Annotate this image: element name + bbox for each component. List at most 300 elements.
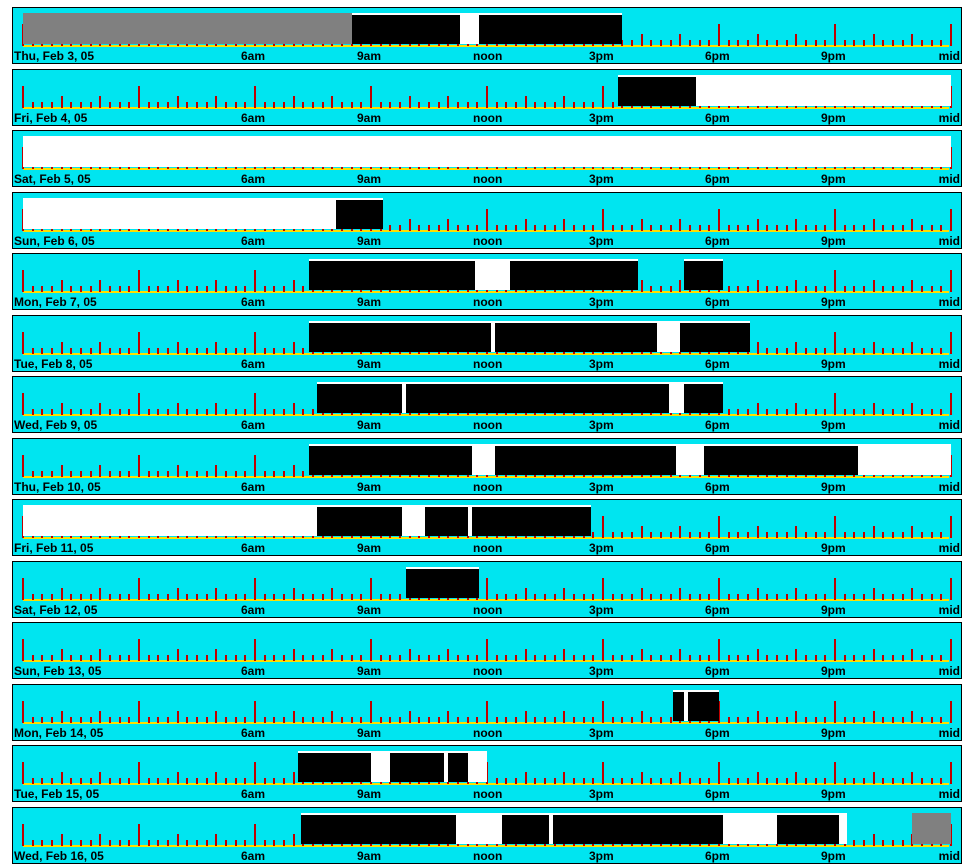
time-tick	[882, 286, 884, 292]
free-block[interactable]	[23, 136, 951, 167]
time-tick	[766, 717, 768, 723]
time-tick	[902, 286, 904, 292]
time-tick	[196, 655, 198, 661]
time-tick	[747, 225, 749, 231]
busy-block[interactable]	[704, 444, 859, 475]
time-tick	[534, 594, 536, 600]
time-tick	[544, 594, 546, 600]
time-label: 9am	[357, 357, 382, 371]
time-tick	[515, 225, 517, 231]
busy-block[interactable]	[352, 13, 460, 44]
busy-block[interactable]	[479, 13, 622, 44]
time-tick	[312, 102, 314, 108]
time-tick	[844, 655, 846, 661]
time-tick	[283, 102, 285, 108]
time-tick	[264, 840, 266, 846]
time-tick	[892, 348, 894, 354]
time-tick	[351, 717, 353, 723]
time-tick	[138, 701, 140, 723]
time-tick	[621, 225, 623, 231]
time-tick	[438, 655, 440, 661]
time-tick	[776, 594, 778, 600]
time-tick	[902, 532, 904, 538]
time-tick	[853, 286, 855, 292]
day-row[interactable]	[12, 192, 962, 249]
time-tick	[148, 409, 150, 415]
time-tick	[795, 772, 797, 784]
time-tick	[235, 409, 237, 415]
time-tick	[80, 778, 82, 784]
time-tick	[467, 102, 469, 108]
time-tick	[650, 594, 652, 600]
time-tick	[186, 655, 188, 661]
unavailable-block[interactable]	[23, 13, 352, 44]
time-tick	[737, 717, 739, 723]
time-tick	[99, 342, 101, 354]
time-tick	[892, 594, 894, 600]
time-tick	[757, 219, 759, 231]
day-row[interactable]	[12, 7, 962, 64]
time-labels	[13, 295, 961, 310]
time-tick	[892, 532, 894, 538]
time-label: 9pm	[821, 49, 846, 63]
time-tick	[138, 455, 140, 477]
busy-block[interactable]	[406, 382, 669, 413]
time-tick	[322, 717, 324, 723]
time-tick	[119, 840, 121, 846]
time-tick	[80, 471, 82, 477]
time-tick	[196, 594, 198, 600]
day-row[interactable]	[12, 684, 962, 741]
time-tick	[341, 655, 343, 661]
time-tick	[486, 209, 488, 231]
time-tick	[563, 649, 565, 661]
time-tick	[853, 840, 855, 846]
time-tick	[80, 594, 82, 600]
day-row[interactable]	[12, 745, 962, 802]
time-tick	[902, 840, 904, 846]
time-tick	[196, 840, 198, 846]
time-label: 6am	[241, 418, 266, 432]
time-tick	[70, 778, 72, 784]
time-tick	[699, 594, 701, 600]
time-tick	[99, 711, 101, 723]
time-tick	[70, 471, 72, 477]
time-tick	[186, 717, 188, 723]
time-label: 9am	[357, 172, 382, 186]
time-tick	[61, 96, 63, 108]
time-tick	[186, 348, 188, 354]
time-tick	[882, 840, 884, 846]
time-tick	[708, 532, 710, 538]
date-label: Sun, Feb 6, 05	[14, 234, 95, 248]
time-label: 9am	[357, 664, 382, 678]
time-tick	[621, 778, 623, 784]
time-label: 3pm	[589, 603, 614, 617]
time-tick	[196, 778, 198, 784]
time-tick	[283, 286, 285, 292]
time-tick	[950, 578, 952, 600]
busy-block[interactable]	[684, 259, 723, 290]
time-label: 3pm	[589, 295, 614, 309]
time-label: mid	[938, 541, 960, 555]
time-label: 6am	[241, 664, 266, 678]
time-tick	[737, 655, 739, 661]
time-tick	[834, 578, 836, 600]
time-tick	[99, 403, 101, 415]
day-row[interactable]	[12, 622, 962, 679]
time-tick	[505, 225, 507, 231]
time-tick	[670, 532, 672, 538]
time-tick	[795, 403, 797, 415]
busy-block[interactable]	[680, 321, 750, 352]
time-tick	[950, 393, 952, 415]
time-tick	[215, 342, 217, 354]
time-tick	[264, 717, 266, 723]
time-tick	[157, 655, 159, 661]
time-tick	[834, 516, 836, 538]
time-tick	[892, 40, 894, 46]
day-row[interactable]	[12, 315, 962, 372]
busy-block[interactable]	[336, 198, 382, 229]
busy-block[interactable]	[425, 505, 468, 536]
day-row[interactable]	[12, 807, 962, 864]
time-tick	[563, 588, 565, 600]
busy-block[interactable]	[495, 444, 677, 475]
time-tick	[119, 102, 121, 108]
time-tick	[728, 717, 730, 723]
time-tick	[737, 594, 739, 600]
time-tick	[215, 649, 217, 661]
time-tick	[911, 711, 913, 723]
time-tick	[853, 348, 855, 354]
time-tick	[844, 717, 846, 723]
time-tick	[863, 286, 865, 292]
time-label: noon	[473, 234, 503, 248]
time-tick	[264, 471, 266, 477]
time-tick	[186, 409, 188, 415]
time-tick	[950, 762, 952, 784]
time-labels	[13, 480, 961, 495]
busy-block[interactable]	[390, 751, 444, 782]
time-tick	[157, 594, 159, 600]
time-tick	[128, 286, 130, 292]
time-tick	[457, 225, 459, 231]
time-tick	[863, 655, 865, 661]
day-row[interactable]	[12, 376, 962, 433]
time-tick	[515, 655, 517, 661]
time-tick	[360, 594, 362, 600]
time-tick	[370, 86, 372, 108]
time-tick	[70, 655, 72, 661]
busy-block[interactable]	[777, 813, 839, 844]
time-tick	[399, 717, 401, 723]
time-tick	[389, 594, 391, 600]
time-tick	[940, 348, 942, 354]
busy-block[interactable]	[553, 813, 723, 844]
time-label: 6pm	[705, 234, 730, 248]
time-tick	[80, 409, 82, 415]
date-label: Tue, Feb 8, 05	[14, 357, 93, 371]
time-tick	[892, 409, 894, 415]
time-tick	[109, 778, 111, 784]
date-label: Tue, Feb 15, 05	[14, 787, 100, 801]
time-tick	[244, 840, 246, 846]
time-tick	[921, 717, 923, 723]
time-tick	[911, 280, 913, 292]
time-label: 6am	[241, 49, 266, 63]
time-tick	[157, 409, 159, 415]
time-tick	[244, 409, 246, 415]
time-tick	[776, 532, 778, 538]
time-label: 6pm	[705, 541, 730, 555]
time-tick	[90, 840, 92, 846]
time-labels	[13, 787, 961, 802]
time-tick	[873, 342, 875, 354]
busy-block[interactable]	[448, 751, 467, 782]
time-tick	[109, 286, 111, 292]
time-tick	[283, 840, 285, 846]
time-tick	[911, 342, 913, 354]
time-tick	[206, 594, 208, 600]
time-label: 3pm	[589, 726, 614, 740]
time-label: 9am	[357, 541, 382, 555]
time-tick	[177, 342, 179, 354]
time-tick	[138, 578, 140, 600]
time-tick	[41, 471, 43, 477]
time-tick	[786, 286, 788, 292]
time-tick	[254, 332, 256, 354]
time-tick	[766, 532, 768, 538]
busy-block[interactable]	[309, 321, 491, 352]
time-tick	[486, 701, 488, 723]
time-tick	[824, 40, 826, 46]
time-label: 9am	[357, 480, 382, 494]
busy-block[interactable]	[502, 813, 548, 844]
time-tick	[119, 717, 121, 723]
time-tick	[41, 840, 43, 846]
time-label: mid	[938, 172, 960, 186]
time-label: 6pm	[705, 787, 730, 801]
time-tick	[90, 778, 92, 784]
time-tick	[273, 778, 275, 784]
time-tick	[302, 471, 304, 477]
time-tick	[51, 102, 53, 108]
time-tick	[99, 834, 101, 846]
time-labels	[13, 603, 961, 618]
time-tick	[786, 348, 788, 354]
unavailable-block[interactable]	[912, 813, 951, 844]
time-tick	[902, 778, 904, 784]
time-tick	[940, 532, 942, 538]
time-tick	[109, 102, 111, 108]
time-tick	[283, 594, 285, 600]
time-tick	[650, 225, 652, 231]
day-row[interactable]	[12, 561, 962, 618]
time-tick	[51, 594, 53, 600]
time-tick	[293, 649, 295, 661]
time-tick	[90, 471, 92, 477]
busy-block[interactable]	[688, 690, 719, 721]
time-tick	[80, 717, 82, 723]
time-tick	[873, 526, 875, 538]
time-tick	[505, 102, 507, 108]
time-tick	[776, 717, 778, 723]
busy-block[interactable]	[510, 259, 638, 290]
time-tick	[235, 348, 237, 354]
busy-block[interactable]	[317, 382, 402, 413]
time-tick	[660, 40, 662, 46]
time-tick	[882, 717, 884, 723]
time-label: 3pm	[589, 234, 614, 248]
time-tick	[902, 594, 904, 600]
time-tick	[650, 40, 652, 46]
time-label: 9pm	[821, 418, 846, 432]
time-tick	[525, 219, 527, 231]
time-tick	[61, 465, 63, 477]
time-tick	[457, 102, 459, 108]
time-tick	[631, 655, 633, 661]
busy-block[interactable]	[309, 444, 471, 475]
time-tick	[940, 225, 942, 231]
time-tick	[534, 717, 536, 723]
time-tick	[128, 717, 130, 723]
time-label: 9pm	[821, 849, 846, 863]
day-row[interactable]	[12, 253, 962, 310]
time-tick	[660, 286, 662, 292]
time-tick	[206, 348, 208, 354]
time-tick	[786, 225, 788, 231]
time-tick	[766, 225, 768, 231]
time-tick	[776, 348, 778, 354]
time-tick	[235, 102, 237, 108]
time-label: 6pm	[705, 849, 730, 863]
time-tick	[351, 655, 353, 661]
time-label: 9pm	[821, 603, 846, 617]
time-tick	[225, 594, 227, 600]
time-tick	[747, 532, 749, 538]
time-tick	[815, 348, 817, 354]
time-tick	[873, 219, 875, 231]
free-block[interactable]	[23, 198, 383, 229]
time-tick	[90, 348, 92, 354]
time-label: mid	[938, 787, 960, 801]
time-tick	[863, 840, 865, 846]
time-tick	[380, 655, 382, 661]
time-tick	[902, 40, 904, 46]
time-label: noon	[473, 541, 503, 555]
time-tick	[90, 409, 92, 415]
time-tick	[602, 209, 604, 231]
time-tick	[496, 655, 498, 661]
time-tick	[631, 717, 633, 723]
time-tick	[167, 471, 169, 477]
busy-block[interactable]	[309, 259, 475, 290]
busy-block[interactable]	[317, 505, 402, 536]
busy-block[interactable]	[684, 382, 723, 413]
time-tick	[795, 342, 797, 354]
time-tick	[786, 717, 788, 723]
time-tick	[225, 409, 227, 415]
time-tick	[148, 348, 150, 354]
time-tick	[699, 778, 701, 784]
time-label: mid	[938, 234, 960, 248]
time-tick	[235, 778, 237, 784]
time-tick	[766, 40, 768, 46]
time-tick	[457, 717, 459, 723]
time-tick	[264, 594, 266, 600]
time-tick	[128, 102, 130, 108]
busy-block[interactable]	[495, 321, 657, 352]
time-tick	[196, 717, 198, 723]
time-label: 9am	[357, 787, 382, 801]
time-tick	[22, 578, 24, 600]
day-row[interactable]	[12, 130, 962, 187]
time-tick	[815, 409, 817, 415]
time-tick	[167, 717, 169, 723]
time-tick	[805, 778, 807, 784]
time-tick	[264, 286, 266, 292]
date-label: Wed, Feb 9, 05	[14, 418, 98, 432]
time-tick	[70, 717, 72, 723]
time-tick	[254, 762, 256, 784]
time-label: 9pm	[821, 357, 846, 371]
day-row[interactable]	[12, 69, 962, 126]
time-tick	[728, 286, 730, 292]
time-tick	[824, 655, 826, 661]
time-tick	[196, 348, 198, 354]
time-tick	[273, 717, 275, 723]
time-tick	[641, 711, 643, 723]
time-tick	[863, 225, 865, 231]
time-tick	[747, 778, 749, 784]
busy-block[interactable]	[406, 567, 479, 598]
time-tick	[225, 655, 227, 661]
day-row[interactable]	[12, 499, 962, 556]
busy-block[interactable]	[673, 690, 685, 721]
time-label: 6am	[241, 849, 266, 863]
time-tick	[728, 409, 730, 415]
busy-block[interactable]	[618, 75, 695, 106]
busy-block[interactable]	[301, 813, 456, 844]
time-label: noon	[473, 664, 503, 678]
time-tick	[950, 701, 952, 723]
time-tick	[215, 772, 217, 784]
day-row[interactable]	[12, 438, 962, 495]
time-label: mid	[938, 418, 960, 432]
busy-block[interactable]	[298, 751, 371, 782]
time-tick	[728, 532, 730, 538]
time-tick	[196, 471, 198, 477]
time-tick	[438, 225, 440, 231]
time-tick	[22, 86, 24, 108]
time-tick	[670, 717, 672, 723]
time-tick	[563, 711, 565, 723]
time-tick	[351, 102, 353, 108]
time-tick	[99, 649, 101, 661]
time-tick	[51, 717, 53, 723]
time-tick	[148, 840, 150, 846]
time-labels	[13, 664, 961, 679]
time-tick	[215, 465, 217, 477]
busy-block[interactable]	[472, 505, 592, 536]
time-tick	[409, 649, 411, 661]
time-tick	[119, 471, 121, 477]
time-tick	[573, 655, 575, 661]
time-tick	[61, 588, 63, 600]
time-tick	[119, 348, 121, 354]
time-tick	[940, 286, 942, 292]
